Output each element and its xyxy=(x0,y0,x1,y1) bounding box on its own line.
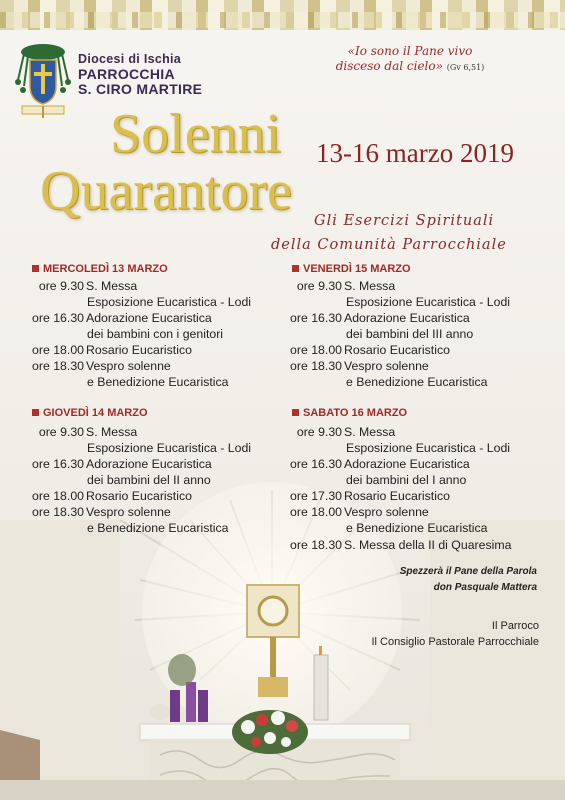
day-heading-venerdi xyxy=(292,263,411,275)
diocese-crest-logo xyxy=(12,40,74,120)
schedule-continuation: Esposizione Eucaristica - Lodi xyxy=(346,441,511,455)
schedule-continuation: dei bambini del II anno xyxy=(87,473,211,487)
bullet-square-icon xyxy=(292,409,299,416)
event-dates: 13-16 marzo 2019 xyxy=(316,138,514,168)
schedule-time: ore 18.30 xyxy=(290,359,342,373)
schedule-text: Vespro solenne xyxy=(86,359,171,373)
schedule-continuation: Esposizione Eucaristica - Lodi xyxy=(346,295,511,309)
schedule-time: ore 18.00 xyxy=(32,489,84,503)
schedule-time: ore 16.30 xyxy=(32,311,84,325)
schedule-time: ore 18.00 xyxy=(290,505,342,519)
day-label: MERCOLEDÌ 13 MARZO xyxy=(43,263,168,275)
day-heading-giovedi xyxy=(32,407,148,419)
schedule-time: ore 9.30 xyxy=(296,279,342,293)
schedule-time: ore 18.30 xyxy=(32,359,84,373)
signature-line-2: Il Consiglio Pastorale Parrocchiale xyxy=(371,636,539,648)
parish-saint: S. CIRO MARTIRE xyxy=(78,81,203,97)
diocese-name: Diocesi di Ischia xyxy=(78,52,182,66)
quote-line-2-wrap xyxy=(325,59,495,75)
title-line-1: Solenni xyxy=(110,103,282,165)
preacher-line-1: Spezzerà il Pane della Parola xyxy=(399,566,537,577)
schedule-row xyxy=(288,311,470,325)
schedule-continuation: dei bambini del I anno xyxy=(346,473,467,487)
schedule-row xyxy=(288,359,429,373)
schedule-row xyxy=(288,489,450,503)
schedule-text: Adorazione Eucaristica xyxy=(344,311,470,325)
bullet-square-icon xyxy=(32,409,39,416)
schedule-row xyxy=(288,279,395,293)
schedule-row xyxy=(30,343,192,357)
parish-header xyxy=(78,52,202,97)
schedule-time: ore 16.30 xyxy=(32,457,84,471)
schedule-continuation: e Benedizione Eucaristica xyxy=(346,521,488,535)
day-label: GIOVEDÌ 14 MARZO xyxy=(43,407,148,419)
schedule-text: Vespro solenne xyxy=(344,505,429,519)
schedule-row xyxy=(288,538,511,552)
schedule-text: S. Messa xyxy=(344,279,396,293)
schedule-row xyxy=(288,505,429,519)
schedule-continuation: e Benedizione Eucaristica xyxy=(87,521,229,535)
schedule-time: ore 18.00 xyxy=(290,343,342,357)
schedule-text: S. Messa xyxy=(86,425,138,439)
schedule-time: ore 9.30 xyxy=(296,425,342,439)
schedule-time: ore 9.30 xyxy=(38,425,84,439)
schedule-time: ore 18.30 xyxy=(32,505,84,519)
parish-label: PARROCCHIA xyxy=(78,66,175,82)
bullet-square-icon xyxy=(292,265,299,272)
schedule-text: S. Messa xyxy=(86,279,138,293)
schedule-continuation: dei bambini del III anno xyxy=(346,327,474,341)
schedule-text: Adorazione Eucaristica xyxy=(344,457,470,471)
schedule-text: Vespro solenne xyxy=(86,505,171,519)
schedule-continuation: e Benedizione Eucaristica xyxy=(346,375,488,389)
day-label: SABATO 16 MARZO xyxy=(303,407,408,419)
schedule-text: S. Messa della II di Quaresima xyxy=(344,538,512,552)
schedule-continuation: Esposizione Eucaristica - Lodi xyxy=(87,441,252,455)
schedule-row xyxy=(30,425,137,439)
schedule-continuation: e Benedizione Eucaristica xyxy=(87,375,229,389)
schedule-continuation: dei bambini con i genitori xyxy=(87,327,224,341)
schedule-text: Vespro solenne xyxy=(344,359,429,373)
schedule-continuation: Esposizione Eucaristica - Lodi xyxy=(87,295,252,309)
preacher-line-2: don Pasquale Mattera xyxy=(433,582,537,593)
schedule-text: Adorazione Eucaristica xyxy=(86,457,212,471)
schedule-row xyxy=(288,425,395,439)
schedule-time: ore 18.30 xyxy=(290,538,342,552)
schedule-row xyxy=(288,457,470,471)
schedule-text: Adorazione Eucaristica xyxy=(86,311,212,325)
day-heading-mercoledi xyxy=(32,263,168,275)
schedule-text: Rosario Eucaristico xyxy=(86,489,192,503)
schedule-text: Rosario Eucaristico xyxy=(344,343,450,357)
schedule-time: ore 16.30 xyxy=(290,311,342,325)
day-heading-sabato xyxy=(292,407,407,419)
title-line-2: Quarantore xyxy=(40,160,292,222)
schedule-text: S. Messa xyxy=(344,425,396,439)
schedule-time: ore 16.30 xyxy=(290,457,342,471)
schedule-time: ore 9.30 xyxy=(38,279,84,293)
schedule-row xyxy=(30,457,212,471)
quote-line-1: «Io sono il Pane vivo xyxy=(347,44,473,58)
bullet-square-icon xyxy=(32,265,39,272)
scripture-quote xyxy=(325,44,495,75)
schedule-row xyxy=(30,489,192,503)
quote-reference: (Gv 6,51) xyxy=(446,63,485,72)
schedule-text: Rosario Eucaristico xyxy=(86,343,192,357)
schedule-row xyxy=(30,359,171,373)
schedule-time: ore 18.00 xyxy=(32,343,84,357)
signature-line-1: Il Parroco xyxy=(491,620,539,632)
subtitle-line-1: Gli Esercizi Spirituali xyxy=(314,213,495,229)
quote-line-2: disceso dal cielo» xyxy=(335,59,443,73)
schedule-time: ore 17.30 xyxy=(290,489,342,503)
schedule-row xyxy=(30,279,137,293)
subtitle-line-2: della Comunità Parrocchiale xyxy=(271,237,507,253)
schedule-text: Rosario Eucaristico xyxy=(344,489,450,503)
day-label: VENERDÌ 15 MARZO xyxy=(303,263,411,275)
schedule-row xyxy=(288,343,450,357)
schedule-row xyxy=(30,311,212,325)
schedule-row xyxy=(30,505,171,519)
